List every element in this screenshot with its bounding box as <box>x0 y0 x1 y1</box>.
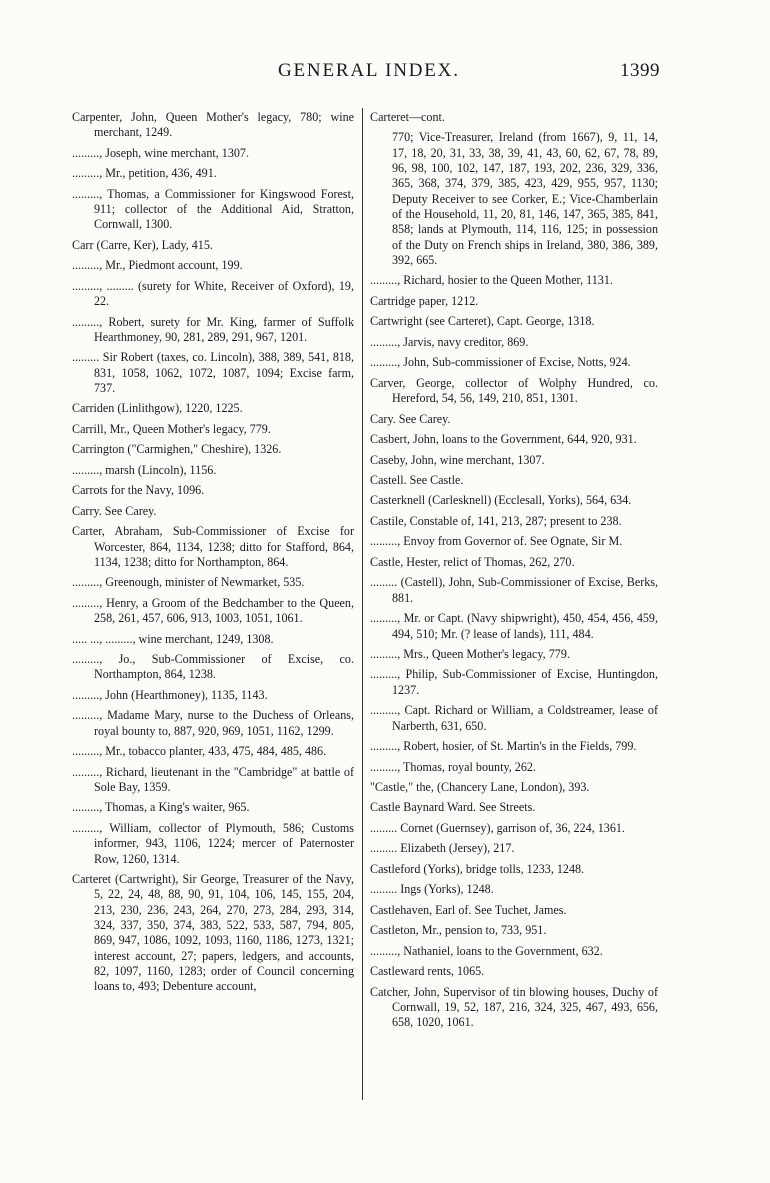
index-entry: Carr (Carre, Ker), Lady, 415. <box>72 237 213 252</box>
index-entry: Carrington ("Carmighen," Cheshire), 1326. <box>72 442 282 457</box>
index-entry: ........., Mrs., Queen Mother's legacy, 779. <box>370 646 570 661</box>
index-entry: ........., Mr., petition, 436, 491. <box>72 166 217 181</box>
index-entry: Casterknell (Carlesknell) (Ecclesall, Yorks), 564, 634. <box>370 493 632 508</box>
index-entry: Caseby, John, wine merchant, 1307. <box>370 452 545 467</box>
index-entry: ........., Robert, surety for Mr. King, farmer of Suffolk Hearthmoney, 90, 281, 289, 291, 967, 1201. <box>72 314 358 344</box>
index-entry: ........., Envoy from Governor of. See Ognate, Sir M. <box>370 534 623 549</box>
column-divider <box>362 108 363 1100</box>
index-entry: Castleward rents, 1065. <box>370 964 485 979</box>
index-entry: Carry. See Carey. <box>72 503 157 518</box>
index-entry: ........., William, collector of Plymouth, 586; Customs informer, 943, 1106, 1224; mercer of Paternoster Row, 1260, 1314. <box>72 820 358 866</box>
index-entry: Castle Baynard Ward. See Streets. <box>370 800 536 815</box>
index-entry: ..... ..., ........., wine merchant, 1249, 1308. <box>72 631 274 646</box>
index-entry: Cary. See Carey. <box>370 411 451 426</box>
index-column-left <box>72 110 358 1000</box>
index-entry: ........., John (Hearthmoney), 1135, 1143. <box>72 687 268 702</box>
index-entry: ......... (Castell), John, Sub-Commissioner of Excise, Berks, 881. <box>370 575 662 605</box>
index-entry: Castleton, Mr., pension to, 733, 951. <box>370 923 547 938</box>
index-entry: ........., Robert, hosier, of St. Martin's in the Fields, 799. <box>370 739 637 754</box>
index-entry: ........., Capt. Richard or William, a Coldstreamer, lease of Narberth, 631, 650. <box>370 703 662 733</box>
index-entry: ........., Philip, Sub-Commissioner of Excise, Huntingdon, 1237. <box>370 667 662 697</box>
index-entry: ........., Madame Mary, nurse to the Duchess of Orleans, royal bounty to, 887, 920, 969, 1051, 1162, 1299. <box>72 708 358 738</box>
continuation-heading: Carteret—cont. <box>370 110 445 124</box>
index-entry: ......... Cornet (Guernsey), garrison of, 36, 224, 1361. <box>370 820 625 835</box>
index-entry: Castleford (Yorks), bridge tolls, 1233, 1248. <box>370 861 585 876</box>
index-entry: ........., Thomas, royal bounty, 262. <box>370 759 536 774</box>
page-number: 1399 <box>620 60 660 81</box>
index-entry: ........., Mr. or Capt. (Navy shipwright), 450, 454, 456, 459, 494, 510; Mr. (? lease of lands), 111, 484. <box>370 611 662 641</box>
index-entry: ........., Jarvis, navy creditor, 869. <box>370 334 529 349</box>
index-entry: Castle, Hester, relict of Thomas, 262, 270. <box>370 554 575 569</box>
index-entry: ........., Henry, a Groom of the Bedchamber to the Queen, 258, 261, 457, 606, 913, 1003, 1051, 1061. <box>72 595 358 626</box>
continuation-text: 770; Vice-Treasurer, Ireland (from 1667), 9, 11, 14, 17, 18, 20, 31, 33, 38, 39, 41, 43, 60, 62, 67, 78, 89, 96, 98, 100, 102, 147, 187, 193, 202, 236, 329, 336, 365, 368, 374, 379, 385, 423, 429, 955, 957, 1130; Deputy Receiver to see Corker, E.; Vice-Chamberlain of the Household, 11, 20, 81, 146, 147, 365, 385, 841, 858; lands at Plymouth, 114, 116, 125; in possession of the Duty on French ships in Ireland, 380, 386, 389, 392, 665. <box>392 130 662 267</box>
index-entry: ........., Mr., Piedmont account, 199. <box>72 258 243 273</box>
index-entry: ........., Richard, lieutenant in the "Cambridge" at battle of Sole Bay, 1359. <box>72 764 358 794</box>
index-entry: Castlehaven, Earl of. See Tuchet, James. <box>370 902 567 917</box>
index-entry: Catcher, John, Supervisor of tin blowing houses, Duchy of Cornwall, 19, 52, 187, 216, 324, 325, 467, 493, 656, 658, 1020, 1061. <box>370 984 662 1030</box>
index-entry: ......... Sir Robert (taxes, co. Lincoln), 388, 389, 541, 818, 831, 1058, 1062, 1072, 1087, 1094; Excise farm, 737. <box>72 350 358 395</box>
page-title: GENERAL INDEX. <box>278 60 460 81</box>
index-entry: ........., Richard, hosier to the Queen Mother, 1131. <box>370 273 613 288</box>
index-column-right <box>370 110 662 1036</box>
index-entry: ......... Ings (Yorks), 1248. <box>370 882 494 897</box>
index-entry: Carrill, Mr., Queen Mother's legacy, 779. <box>72 421 271 436</box>
index-entry: ........., Greenough, minister of Newmarket, 535. <box>72 575 305 590</box>
index-entry: ........., Nathaniel, loans to the Government, 632. <box>370 943 603 958</box>
index-entry: Carter, Abraham, Sub-Commissioner of Excise for Worcester, 864, 1134, 1238; ditto for Stafford, 864, 1134, 1238; ditto for Northampton, 864. <box>72 524 358 569</box>
index-entry: ........., Mr., tobacco planter, 433, 475, 484, 485, 486. <box>72 744 327 759</box>
index-entry: ........., Thomas, a King's waiter, 965. <box>72 800 250 815</box>
index-entry: Carver, George, collector of Wolphy Hundred, co. Hereford, 54, 56, 149, 210, 851, 1301. <box>370 375 662 406</box>
index-entry: Carrots for the Navy, 1096. <box>72 483 205 498</box>
index-entry: Cartridge paper, 1212. <box>370 293 479 308</box>
index-entry: ........., John, Sub-commissioner of Excise, Notts, 924. <box>370 355 631 370</box>
page-header <box>0 60 770 90</box>
index-entry: ......... Elizabeth (Jersey), 217. <box>370 841 515 856</box>
index-entry: Carriden (Linlithgow), 1220, 1225. <box>72 401 243 416</box>
index-entry: Carpenter, John, Queen Mother's legacy, 780; wine merchant, 1249. <box>72 110 358 140</box>
index-entry: Cartwright (see Carteret), Capt. George, 1318. <box>370 314 595 329</box>
index-entry: ........., ......... (surety for White, Receiver of Oxford), 19, 22. <box>72 278 358 309</box>
index-entry: Castile, Constable of, 141, 213, 287; present to 238. <box>370 513 622 528</box>
index-entry: Casbert, John, loans to the Government, 644, 920, 931. <box>370 432 637 447</box>
index-entry: Castell. See Castle. <box>370 473 464 487</box>
index-entry: Carteret (Cartwright), Sir George, Treasurer of the Navy, 5, 22, 24, 48, 88, 90, 91, 104, 106, 145, 155, 204, 213, 230, 236, 243, 264, 270, 273, 284, 293, 314, 324, 337, 350, 374, 383, 522, 533, 587, 794, 805, 869, 947, 1086, 1092, 1093, 1160, 1186, 1273, 1321; interest account, 27; papers, ledgers, and accounts, 82, 1097, 1160, 1283; order of Council concerning loans to, 493; Debenture account, <box>72 872 358 994</box>
index-entry: ........., Jo., Sub-Commissioner of Excise, co. Northampton, 864, 1238. <box>72 652 358 682</box>
index-entry: "Castle," the, (Chancery Lane, London), 393. <box>370 780 590 794</box>
index-entry: ........., marsh (Lincoln), 1156. <box>72 462 217 477</box>
index-entry: ........., Thomas, a Commissioner for Kingswood Forest, 911; collector of the Additional Aid, Stratton, Cornwall, 1300. <box>72 186 358 232</box>
index-entry: ........., Joseph, wine merchant, 1307. <box>72 145 250 160</box>
